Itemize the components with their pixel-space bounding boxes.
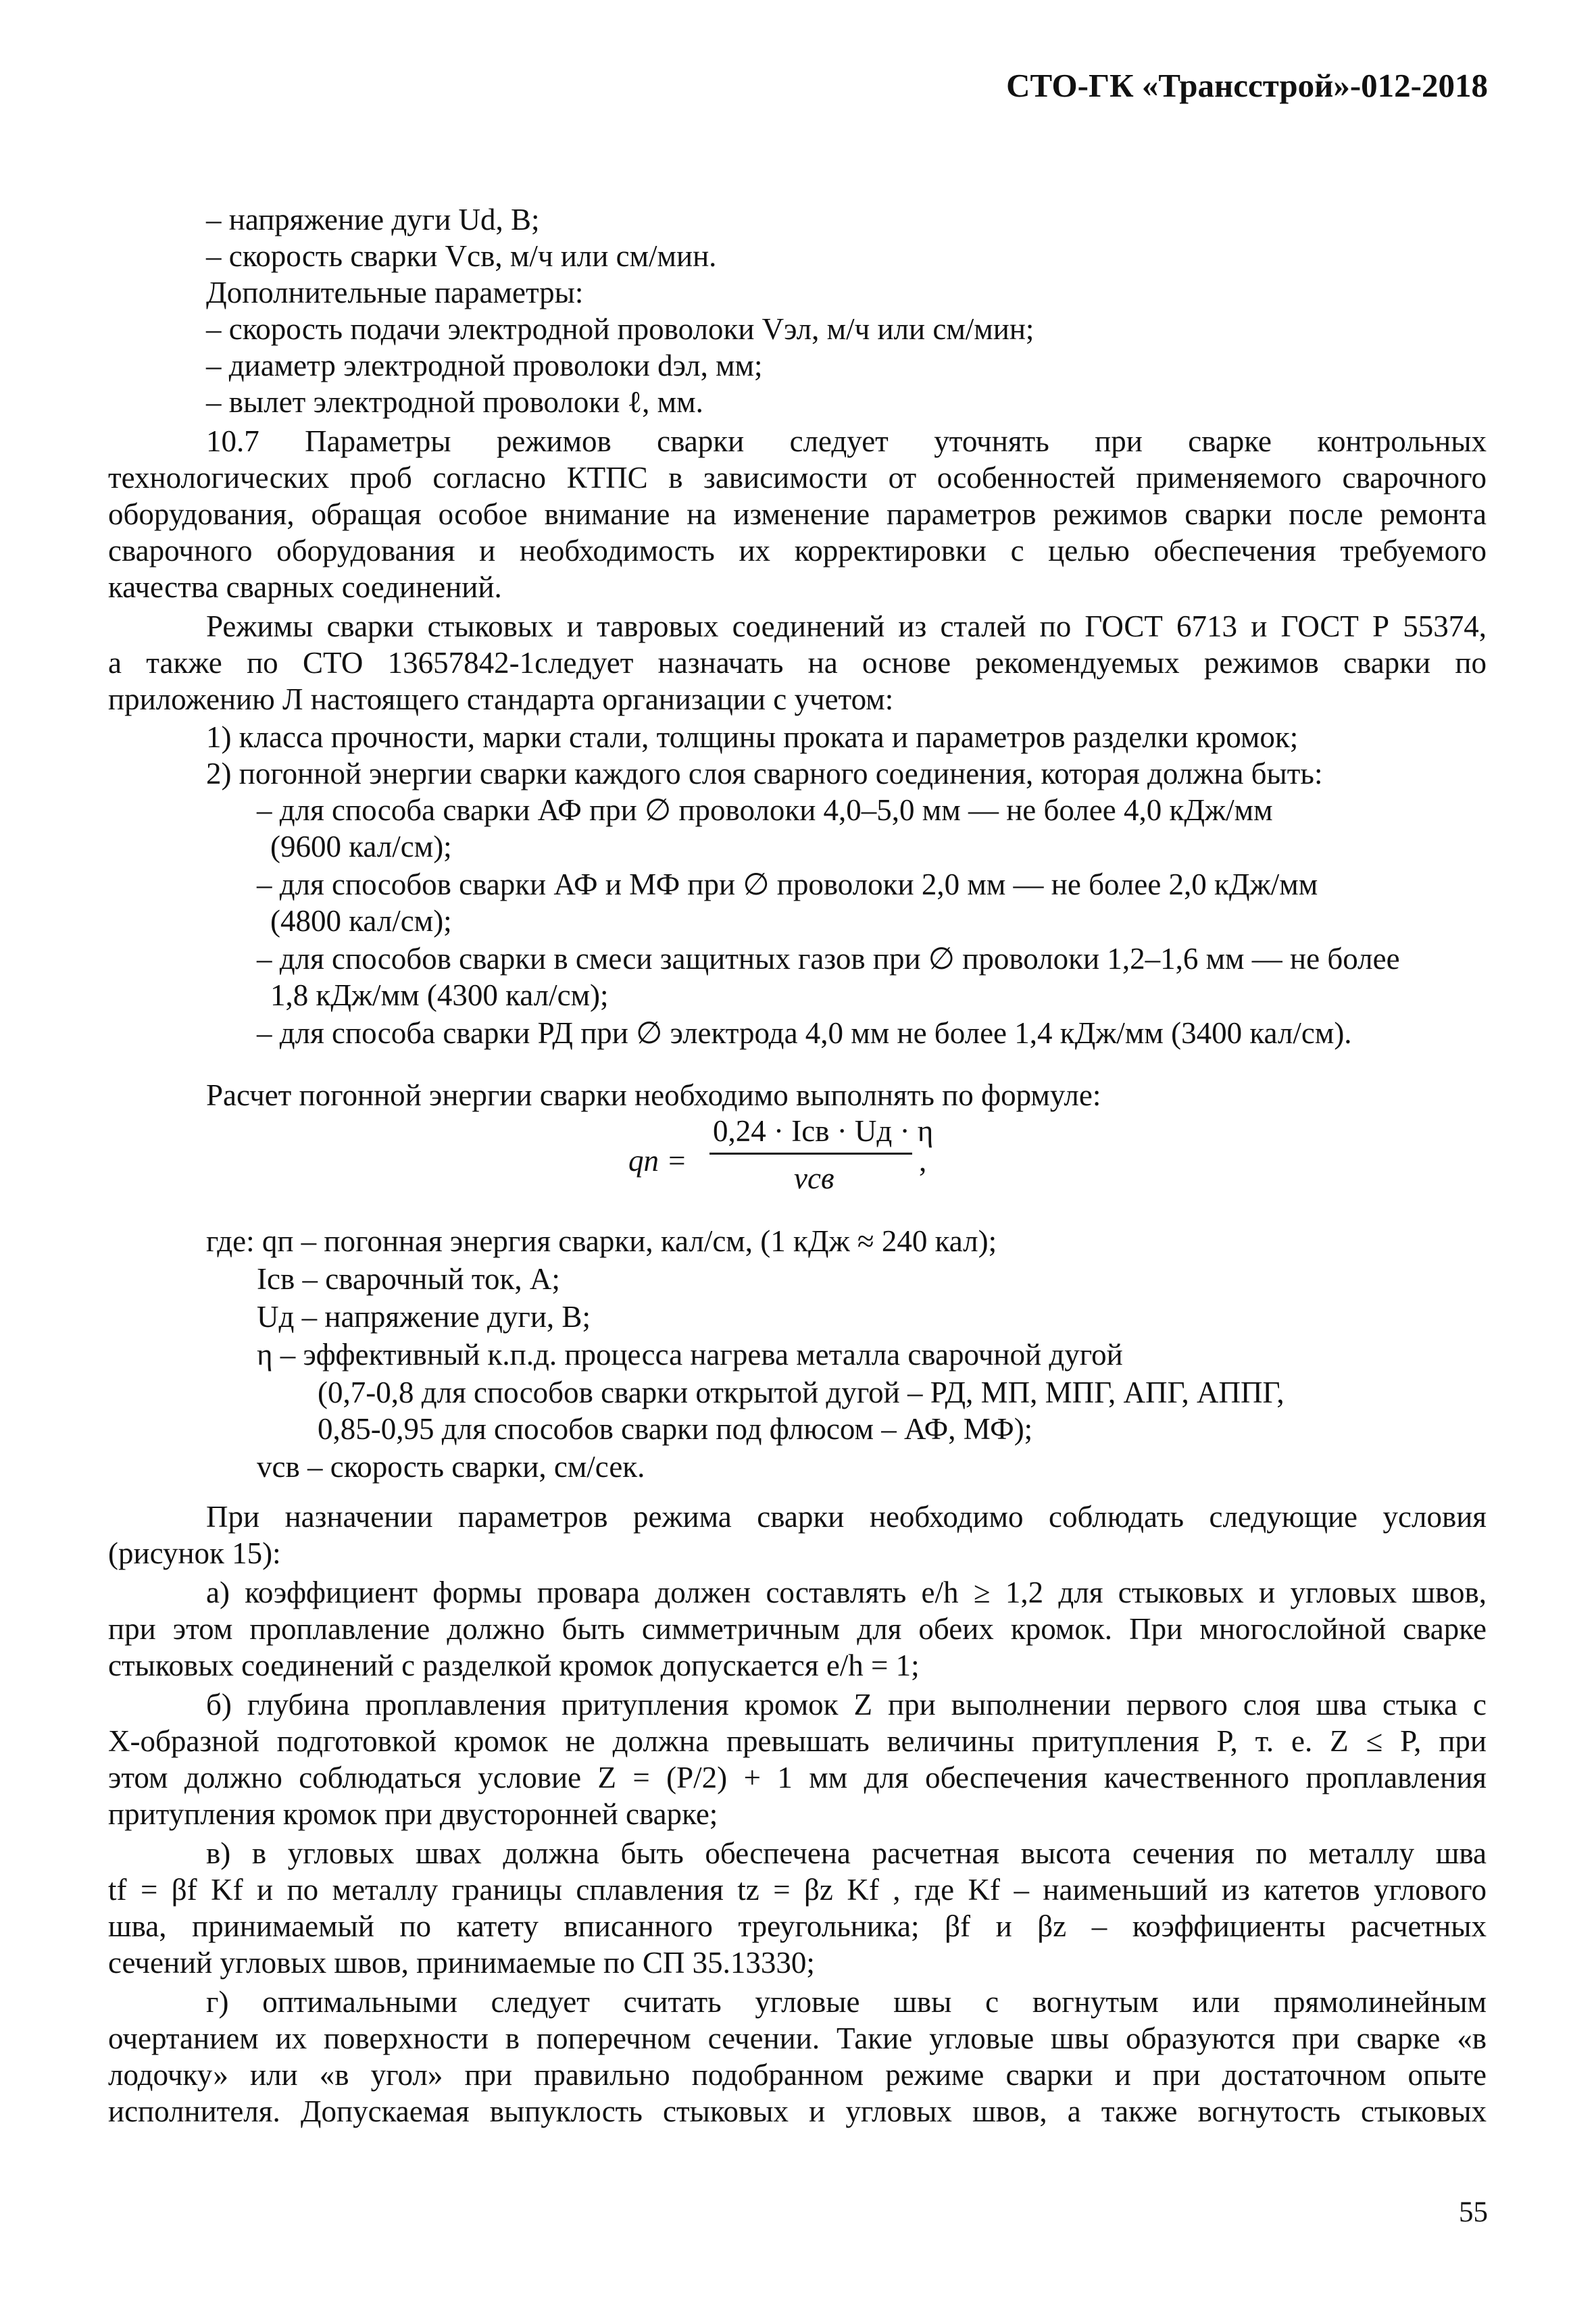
paragraph-10-7-line: 10.7 Параметры режимов сварки следует уточнять при сварке контрольных: [206, 424, 1487, 458]
formula-lhs: qп =: [628, 1144, 687, 1178]
sublist-item: – для способа сварки АФ при ∅ проволоки 4,0–5,0 мм — не более 4,0 кДж/мм: [257, 793, 1273, 827]
sublist-item: – для способов сварки АФ и МФ при ∅ проволоки 2,0 мм — не более 2,0 кДж/мм: [257, 867, 1318, 901]
text-line: – диаметр электродной проволоки dэл, мм;: [206, 349, 763, 382]
condition-v: в) в угловых швах должна быть обеспечена расчетная высота сечения по металлу шва: [206, 1836, 1487, 1870]
text-line: а также по СТО 13657842-1следует назначать на основе рекомендуемых режимов сварки по: [108, 646, 1487, 680]
legend-line: Iсв – сварочный ток, A;: [257, 1262, 560, 1296]
legend-line: Uд – напряжение дуги, B;: [257, 1300, 591, 1334]
legend-line: (0,7-0,8 для способов сварки открытой дугой – РД, МП, МПГ, АПГ, АППГ,: [318, 1376, 1285, 1409]
legend-line: η – эффективный к.п.д. процесса нагрева металла сварочной дугой: [257, 1338, 1123, 1372]
legend-line: vсв – скорость сварки, см/сек.: [257, 1450, 645, 1484]
text-line: шва, принимаемый по катету вписанного треугольника; βf и βz – коэффициенты расчетных: [108, 1909, 1487, 1943]
text-line: сечений угловых швов, принимаемые по СП 35.13330;: [108, 1946, 815, 1980]
condition-b: б) глубина проплавления притупления кромок Z при выполнении первого слоя шва стыка с: [206, 1688, 1487, 1721]
legend-line: где: qп – погонная энергия сварки, кал/см, (1 кДж ≈ 240 кал);: [206, 1224, 997, 1258]
condition-g: г) оптимальными следует считать угловые швы с вогнутым или прямолинейным: [206, 1985, 1487, 2019]
sublist-item-cont: 1,8 кДж/мм (4300 кал/см);: [270, 978, 609, 1012]
page-number: 55: [1459, 2196, 1488, 2228]
formula-denominator: vсв: [794, 1161, 834, 1195]
text-line: Дополнительные параметры:: [206, 276, 584, 309]
formula-numerator: 0,24 · Iсв · Uд · η: [713, 1114, 934, 1148]
text-line: (рисунок 15):: [108, 1536, 281, 1570]
text-line: приложению Л настоящего стандарта организации с учетом:: [108, 682, 894, 716]
text-line: лодочку» или «в угол» при правильно подобранном режиме сварки и при достаточном опыте: [108, 2058, 1487, 2092]
list-item-2: 2) погонной энергии сварки каждого слоя сварного соединения, которая должна быть:: [206, 757, 1323, 790]
text-line: технологических проб согласно КТПС в зависимости от особенностей применяемого сварочного: [108, 461, 1487, 495]
list-item-1: 1) класса прочности, марки стали, толщины проката и параметров разделки кромок;: [206, 720, 1299, 754]
text-line: – скорость сварки Vсв, м/ч или см/мин.: [206, 239, 717, 273]
text-line: притупления кромок при двусторонней сварке;: [108, 1797, 718, 1831]
heat-input-formula: [622, 1113, 1041, 1215]
legend-line: 0,85-0,95 для способов сварки под флюсом – АФ, МФ);: [318, 1412, 1033, 1446]
fraction-bar: [709, 1153, 912, 1155]
text-line: – вылет электродной проволоки ℓ, мм.: [206, 385, 703, 419]
text-line: сварочного оборудования и необходимость их корректировки с целью обеспечения требуемого: [108, 534, 1487, 568]
text-line: стыковых соединений с разделкой кромок допускается e/h = 1;: [108, 1649, 920, 1682]
text-line: Х-образной подготовкой кромок не должна превышать величины притупления P, т. е. Z ≤ P, при: [108, 1724, 1487, 1758]
text-line: При назначении параметров режима сварки необходимо соблюдать следующие условия: [206, 1500, 1487, 1534]
text-line: исполнителя. Допускаемая выпуклость стыковых и угловых швов, а также вогнутость стыковых: [108, 2094, 1487, 2128]
text-line: при этом проплавление должно быть симметричным для обеих кромок. При многослойной сварке: [108, 1612, 1487, 1646]
text-line: – напряжение дуги Ud, В;: [206, 203, 540, 236]
sublist-item-cont: (4800 кал/см);: [270, 904, 452, 938]
formula-trailing: ,: [919, 1144, 927, 1178]
sublist-item: – для способа сварки РД при ∅ электрода 4,0 мм не более 1,4 кДж/мм (3400 кал/см).: [257, 1016, 1352, 1050]
sublist-item-cont: (9600 кал/см);: [270, 830, 452, 863]
text-line: качества сварных соединений.: [108, 570, 502, 604]
condition-a: а) коэффициент формы провара должен составлять e/h ≥ 1,2 для стыковых и угловых швов,: [206, 1576, 1487, 1609]
text-line: tf = βf Kf и по металлу границы сплавления tz = βz Kf , где Kf – наименьший из катетов углового: [108, 1873, 1487, 1907]
document-code-header: СТО-ГК «Трансстрой»-012-2018: [1006, 67, 1488, 104]
text-line: Расчет погонной энергии сварки необходимо выполнять по формуле:: [206, 1078, 1101, 1112]
text-line: оборудования, обращая особое внимание на изменение параметров режимов сварки после ремонта: [108, 497, 1487, 531]
text-line: очертанием их поверхности в поперечном сечении. Такие угловые швы образуются при сварке «в: [108, 2021, 1487, 2055]
text-line: – скорость подачи электродной проволоки Vэл, м/ч или см/мин;: [206, 312, 1034, 346]
sublist-item: – для способов сварки в смеси защитных газов при ∅ проволоки 1,2–1,6 мм — не более: [257, 942, 1400, 976]
text-line: этом должно соблюдаться условие Z = (P/2) + 1 мм для обеспечения качественного проплавления: [108, 1761, 1487, 1794]
text-line: Режимы сварки стыковых и тавровых соединений из сталей по ГОСТ 6713 и ГОСТ Р 55374,: [206, 609, 1487, 643]
